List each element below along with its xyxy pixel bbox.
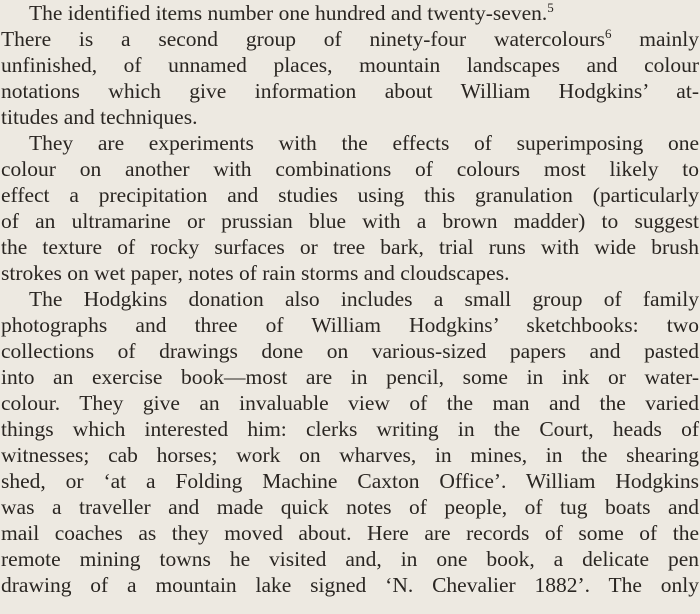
text-line: things which interested him: clerks writing in the Court, heads of	[1, 417, 699, 441]
text-line: mail coaches as they moved about. Here are records of some of the	[1, 521, 699, 545]
text-line: titudes and techniques.	[1, 105, 198, 129]
text-line: the texture of rocky surfaces or tree bark, trial runs with wide brush	[1, 235, 699, 259]
text-line: shed, or ‘at a Folding Machine Caxton Office’. William Hodgkins	[1, 469, 699, 493]
text-line: of an ultramarine or prussian blue with a brown madder) to suggest	[1, 209, 699, 233]
text-line: was a traveller and made quick notes of people, of tug boats and	[1, 495, 699, 519]
text-line: The identified items number one hundred and twenty-seven.$^5$	[29, 0, 554, 25]
text-line: strokes on wet paper, notes of rain storms and cloudscapes.	[1, 261, 510, 285]
footnote-ref: 6	[605, 26, 612, 41]
text-line: collections of drawings done on various-sized papers and pasted	[1, 339, 699, 363]
text-line: colour on another with combinations of colours most likely to	[1, 157, 699, 181]
text-line: There is a second group of ninety-four watercolours$^6$ mainly	[1, 26, 699, 51]
text-line: effect a precipitation and studies using this granulation (particularly	[1, 183, 699, 207]
text-line: remote mining towns he visited and, in one book, a delicate pen	[1, 547, 699, 571]
text-line: The Hodgkins donation also includes a small group of family	[29, 287, 699, 311]
text-line: drawing of a mountain lake signed ‘N. Chevalier 1882’. The only	[1, 573, 699, 597]
text-line: They are experiments with the effects of superimposing one	[29, 131, 699, 155]
text-line: into an exercise book—most are in pencil, some in ink or water-	[1, 365, 699, 389]
text-line: notations which give information about William Hodgkins’ at-	[1, 79, 699, 103]
footnote-ref: 5	[547, 0, 554, 15]
text-line: photographs and three of William Hodgkins’ sketchbooks: two	[1, 313, 699, 337]
text-line: unfinished, of unnamed places, mountain landscapes and colour	[1, 53, 699, 77]
text-line: witnesses; cab horses; work on wharves, in mines, in the shearing	[1, 443, 699, 467]
text-line: colour. They give an invaluable view of the man and the varied	[1, 391, 699, 415]
